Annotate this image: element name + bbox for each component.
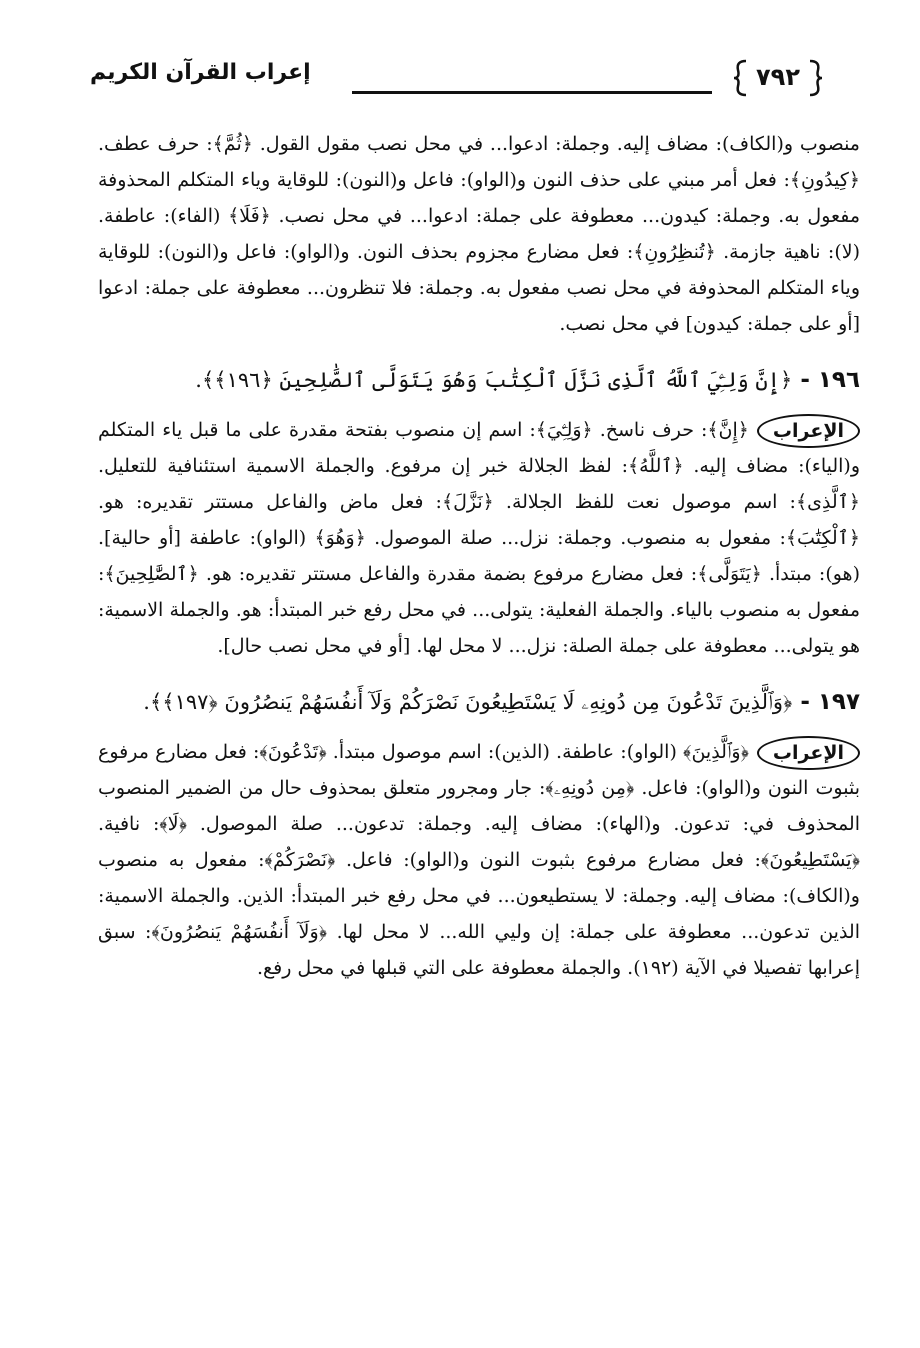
verse-number: ١٩٦ - [800, 367, 860, 393]
page-body [98, 126, 860, 986]
irab-paragraph [98, 734, 860, 986]
paragraph: منصوب و(الكاف): مضاف إليه. وجملة: ادعوا... في محل نصب مقول القول. ﴿ثُمَّ﴾: حرف عطف. ﴿كِيدُونِ﴾: فعل أمر مبني على حذف النون و(الواو): فاعل و(النون): للوقاية وياء المتكلم المحذوفة مفعول به. وجملة: كيدون... معطوفة على جملة: ادعوا... في محل نصب. ﴿فَلَا﴾ (الفاء): عاطفة. (لا): ناهية جازمة. ﴿تُنظِرُونِ﴾: فعل مضارع مجزوم بحذف النون. و(الواو): فاعل و(النون): للوقاية وياء المتكلم المحذوفة في محل نصب مفعول به. وجملة: فلا تنظرون... معطوفة على جملة: ادعوا [أو على جملة: كيدون] في محل نصب. [98, 133, 860, 335]
page-number: ٧٩٢ [756, 63, 800, 91]
book-title: إعراب القرآن الكريم [90, 60, 311, 85]
page-header [90, 58, 824, 98]
irab-label: الإعراب [757, 736, 860, 770]
verse-text: ﴿وَٱلَّذِينَ تَدْعُونَ مِن دُونِهِۦ لَا يَسْتَطِيعُونَ نَصْرَكُمْ وَلَآ أَنفُسَهُمْ يَنصُرُونَ ﴿١٩٧﴾﴾. [143, 690, 793, 714]
verse-196 [98, 360, 860, 400]
page-number-frame [732, 58, 824, 98]
verse-number: ١٩٧ - [800, 689, 860, 715]
verse-text: ﴿إِنَّ وَلِـِّۧيَ ٱللَّهُ ٱلَّذِى نَزَّلَ ٱلْكِتَٰبَ وَهُوَ يَتَوَلَّى ٱلصَّٰلِحِينَ ﴿١٩٦﴾﴾. [195, 368, 793, 392]
irab-text: ﴿وَٱلَّذِينَ﴾ (الواو): عاطفة. (الذين): اسم موصول مبتدأ. ﴿تَدْعُونَ﴾: فعل مضارع مرفوع بثبوت النون و(الواو): فاعل. ﴿مِن دُونِهِۦ﴾: جار ومجرور متعلق بمحذوف حال من الضمير المنصوب المحذوف في: تدعون. و(الهاء): مضاف إليه. وجملة: تدعون... صلة الموصول. ﴿لَا﴾: نافية. ﴿يَسْتَطِيعُونَ﴾: فعل مضارع مرفوع بثبوت النون و(الواو): فاعل. ﴿نَصْرَكُمْ﴾: مفعول به منصوب و(الكاف): مضاف إليه. وجملة: لا يستطيعون... في محل رفع خبر المبتدأ: الذين. والجملة الاسمية: الذين تدعون... معطوفة على جملة: إن وليي الله... لا محل لها. ﴿وَلَآ أَنفُسَهُمْ يَنصُرُونَ﴾: سبق إعرابها تفصيلا في الآية (١٩٢). والجملة معطوفة على التي قبلها في محل رفع. [98, 741, 860, 979]
verse-197 [98, 682, 860, 722]
irab-label: الإعراب [757, 414, 860, 448]
irab-paragraph [98, 412, 860, 664]
irab-text: ﴿إِنَّ﴾: حرف ناسخ. ﴿وَلِـِّۧيَ﴾: اسم إن منصوب بفتحة مقدرة على ما قبل ياء المتكلم و(الياء): مضاف إليه. ﴿ٱللَّهُ﴾: لفظ الجلالة خبر إن مرفوع. والجملة الاسمية استئنافية للتعليل. ﴿ٱلَّذِى﴾: اسم موصول نعت للفظ الجلالة. ﴿نَزَّلَ﴾: فعل ماض والفاعل مستتر تقديره: هو. ﴿ٱلْكِتَٰبَ﴾: مفعول به منصوب. وجملة: نزل... صلة الموصول. ﴿وَهُوَ﴾ (الواو): عاطفة [أو حالية]. (هو): مبتدأ. ﴿يَتَوَلَّى﴾: فعل مضارع مرفوع بضمة مقدرة والفاعل مستتر تقديره: هو. ﴿ٱلصَّٰلِحِينَ﴾: مفعول به منصوب بالياء. والجملة الفعلية: يتولى... في محل رفع خبر المبتدأ: هو. والجملة الاسمية: هو يتولى... معطوفة على جملة الصلة: نزل... لا محل لها. [أو في محل نصب حال]. [98, 419, 860, 657]
header-rule [352, 91, 712, 94]
